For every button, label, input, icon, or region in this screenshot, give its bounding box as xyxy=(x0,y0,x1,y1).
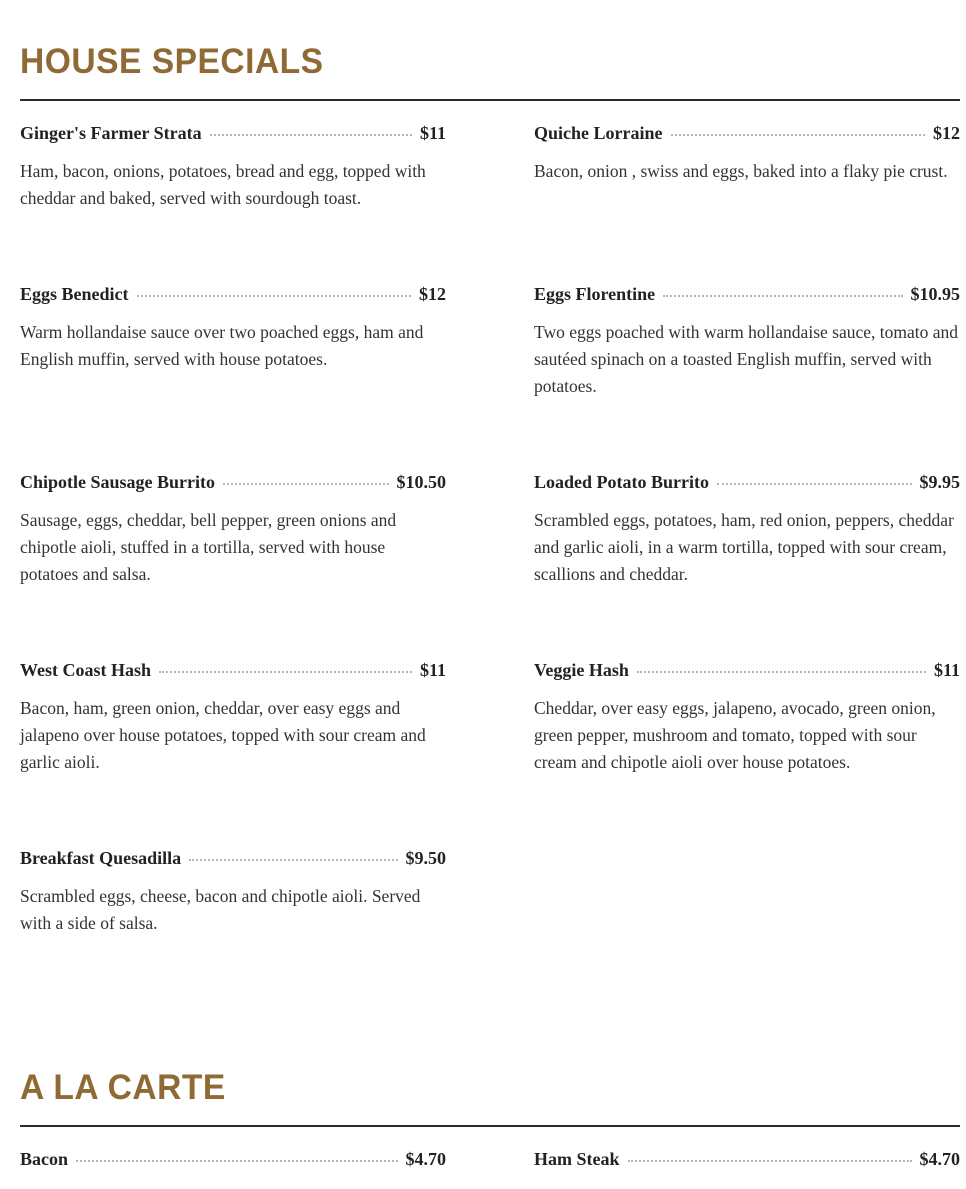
dot-leader xyxy=(189,859,397,861)
item-name: Quiche Lorraine xyxy=(534,123,663,143)
item-name: Ginger's Farmer Strata xyxy=(20,123,202,143)
menu-item xyxy=(20,283,446,373)
item-name: Ham Steak xyxy=(534,1149,620,1169)
item-description: Warm hollandaise sauce over two poached eggs, ham and English muffin, served with house potatoes. xyxy=(20,322,424,369)
menu-item xyxy=(534,659,960,776)
section-title-house-specials: HOUSE SPECIALS xyxy=(20,42,324,81)
item-name: Eggs Benedict xyxy=(20,284,129,304)
item-price: $4.70 xyxy=(405,1149,446,1169)
item-price: $10.50 xyxy=(396,472,446,492)
section-divider xyxy=(20,1125,960,1127)
item-price: $11 xyxy=(933,660,960,680)
item-description: Ham, bacon, onions, potatoes, bread and egg, topped with cheddar and baked, served with sourdough toast. xyxy=(20,161,426,208)
dot-leader xyxy=(717,483,912,485)
item-description: Sausage, eggs, cheddar, bell pepper, green onions and chipotle aioli, stuffed in a tortilla, served with house potatoes and salsa. xyxy=(20,510,397,584)
menu-item xyxy=(20,847,446,937)
item-price: $9.50 xyxy=(405,848,446,868)
item-price: $10.95 xyxy=(910,284,960,304)
menu-item xyxy=(20,1148,446,1170)
dot-leader xyxy=(637,671,926,673)
section-title-a-la-carte: A LA CARTE xyxy=(20,1068,226,1107)
menu-item xyxy=(534,283,960,400)
menu-item xyxy=(20,659,446,776)
dot-leader xyxy=(159,671,412,673)
item-name: West Coast Hash xyxy=(20,660,152,680)
menu-item xyxy=(534,1148,960,1170)
item-name: Chipotle Sausage Burrito xyxy=(20,472,216,492)
item-name: Veggie Hash xyxy=(534,660,629,680)
item-price: $12 xyxy=(933,123,960,143)
item-name: Breakfast Quesadilla xyxy=(20,848,182,868)
item-description: Scrambled eggs, cheese, bacon and chipotle aioli. Served with a side of salsa. xyxy=(20,886,421,933)
item-name: Eggs Florentine xyxy=(534,284,656,304)
menu-item xyxy=(20,471,446,588)
item-price: $9.95 xyxy=(919,472,960,492)
dot-leader xyxy=(663,295,902,297)
section-divider xyxy=(20,99,960,101)
item-description: Scrambled eggs, potatoes, ham, red onion, peppers, cheddar and garlic aioli, in a warm tortilla, topped with sour cream, scallions and cheddar. xyxy=(534,510,954,584)
menu-item xyxy=(534,122,960,185)
item-price: $12 xyxy=(419,284,446,304)
item-name: Loaded Potato Burrito xyxy=(534,472,709,492)
item-price: $4.70 xyxy=(919,1149,960,1169)
dot-leader xyxy=(76,1160,397,1162)
dot-leader xyxy=(137,295,411,297)
menu-item xyxy=(534,471,960,588)
item-description: Cheddar, over easy eggs, jalapeno, avocado, green onion, green pepper, mushroom and tomato, topped with sour cream and chipotle aioli over house potatoes. xyxy=(534,698,936,772)
dot-leader xyxy=(223,483,388,485)
item-price: $11 xyxy=(419,660,446,680)
item-description: Bacon, onion , swiss and eggs, baked into a flaky pie crust. xyxy=(534,161,948,181)
dot-leader xyxy=(671,134,926,136)
item-description: Bacon, ham, green onion, cheddar, over easy eggs and jalapeno over house potatoes, topped with sour cream and garlic aioli. xyxy=(20,698,426,772)
menu-item xyxy=(20,122,446,212)
dot-leader xyxy=(628,1160,912,1162)
item-price: $11 xyxy=(419,123,446,143)
item-name: Bacon xyxy=(20,1149,69,1169)
item-description: Two eggs poached with warm hollandaise sauce, tomato and sautéed spinach on a toasted English muffin, served with potatoes. xyxy=(534,322,958,396)
dot-leader xyxy=(210,134,412,136)
